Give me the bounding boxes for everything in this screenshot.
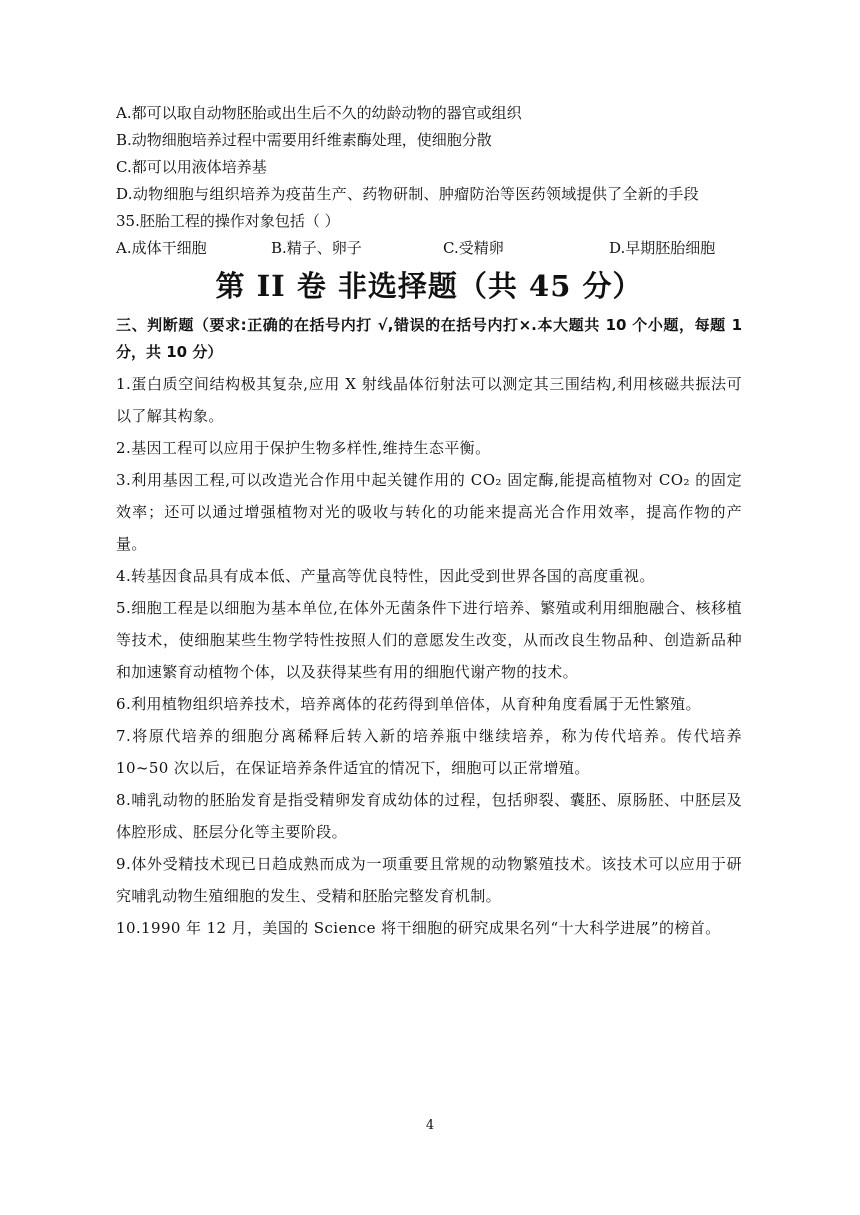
statement-9: 9.体外受精技术现已日趋成熟而成为一项重要且常规的动物繁殖技术。该技术可以应用于研究哺乳动物生殖细胞的发生、受精和胚胎完整发育机制。	[116, 855, 742, 905]
option-34-a: A.都可以取自动物胚胎或出生后不久的幼龄动物的器官或组织	[116, 104, 522, 122]
statement-4: 4.转基因食品具有成本低、产量高等优良特性，因此受到世界各国的高度重视。	[116, 567, 655, 585]
document-body	[116, 100, 742, 944]
section-instructions: 三、判断题（要求:正确的在括号内打 √,错误的在括号内打×.本大题共 10 个小题，每题 1 分，共 10 分）	[116, 316, 742, 361]
statement-1: 1.蛋白质空间结构极其复杂,应用 X 射线晶体衍射法可以测定其三围结构,利用核磁共振法可以了解其构象。	[116, 375, 742, 425]
option-35-b: B.精子、卵子	[271, 239, 362, 257]
question-35-stem: 35.胚胎工程的操作对象包括（ ）	[116, 212, 340, 230]
question-35-options	[116, 235, 742, 262]
statement-10: 10.1990 年 12 月，美国的 Science 将干细胞的研究成果名列“十大科学进展”的榜首。	[116, 919, 721, 937]
statement-5: 5.细胞工程是以细胞为基本单位,在体外无菌条件下进行培养、繁殖或利用细胞融合、核移植等技术，使细胞某些生物学特性按照人们的意愿发生改变，从而改良生物品种、创造新品种和加速繁育动植物个体，以及获得某些有用的细胞代谢产物的技术。	[116, 599, 742, 681]
page-number: 4	[425, 1118, 435, 1133]
option-34-c: C.都可以用液体培养基	[116, 158, 267, 176]
option-34-b: B.动物细胞培养过程中需要用纤维素酶处理，使细胞分散	[116, 131, 492, 149]
option-35-d: D.早期胚胎细胞	[609, 239, 716, 257]
option-34-d: D.动物细胞与组织培养为疫苗生产、药物研制、肿瘤防治等医药领域提供了全新的手段	[116, 185, 699, 203]
statement-8: 8.哺乳动物的胚胎发育是指受精卵发育成幼体的过程，包括卵裂、囊胚、原肠胚、中胚层及体腔形成、胚层分化等主要阶段。	[116, 791, 742, 841]
statement-6: 6.利用植物组织培养技术，培养离体的花药得到单倍体，从育种角度看属于无性繁殖。	[116, 695, 701, 713]
section-title: 第 II 卷 非选择题（共 45 分）	[215, 269, 643, 303]
option-35-c: C.受精卵	[443, 239, 504, 257]
statement-2: 2.基因工程可以应用于保护生物多样性,维持生态平衡。	[116, 439, 491, 457]
statement-7: 7.将原代培养的细胞分离稀释后转入新的培养瓶中继续培养，称为传代培养。传代培养 10~50 次以后，在保证培养条件适宜的情况下，细胞可以正常增殖。	[116, 727, 742, 777]
statement-3: 3.利用基因工程,可以改造光合作用中起关键作用的 CO₂ 固定酶,能提高植物对 CO₂ 的固定效率；还可以通过增强植物对光的吸收与转化的功能来提高光合作用效率，提高作物的产量。	[116, 471, 742, 553]
option-35-a: A.成体干细胞	[116, 239, 207, 257]
